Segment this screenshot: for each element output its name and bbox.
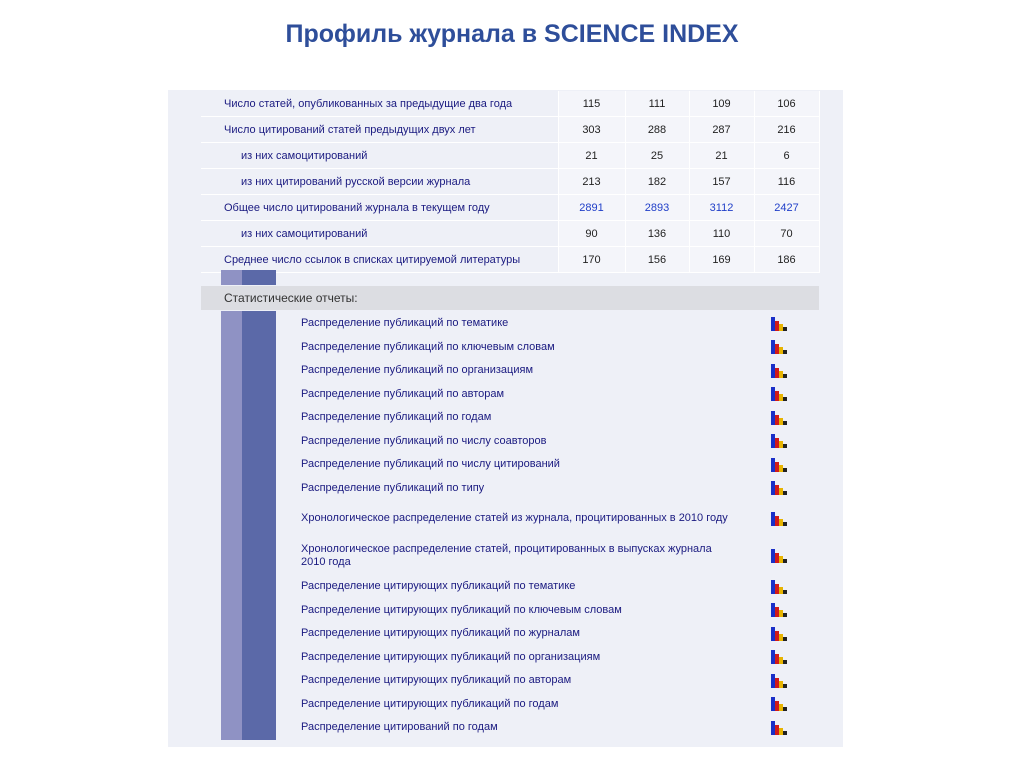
report-item xyxy=(276,500,819,538)
stats-value: 2893 xyxy=(625,195,689,221)
bar-chart-icon[interactable] xyxy=(771,340,787,354)
stats-value: 216 xyxy=(754,117,819,143)
stats-value: 3112 xyxy=(689,195,754,221)
report-link[interactable]: Распределение цитирующих публикаций по журналам xyxy=(301,627,580,640)
report-link[interactable]: Распределение публикаций по ключевым словам xyxy=(301,340,555,353)
icon-bar xyxy=(783,397,787,401)
bar-chart-icon[interactable] xyxy=(771,697,787,711)
report-item xyxy=(276,599,819,623)
report-link[interactable]: Распределение публикаций по авторам xyxy=(301,387,505,400)
section-header xyxy=(201,286,819,310)
report-link[interactable]: Хронологическое распределение статей из журнала, процитированных в 2010 году xyxy=(301,512,728,525)
stats-value: 156 xyxy=(625,247,689,273)
bar-chart-icon[interactable] xyxy=(771,411,787,425)
icon-bar xyxy=(783,350,787,354)
icon-bar xyxy=(783,637,787,641)
stats-value: 21 xyxy=(558,143,625,169)
report-item xyxy=(276,336,819,360)
icon-bar xyxy=(783,613,787,617)
stats-value: 110 xyxy=(689,221,754,247)
stats-value: 21 xyxy=(689,143,754,169)
icon-bar xyxy=(783,559,787,563)
report-item xyxy=(276,312,819,336)
report-item xyxy=(276,575,819,599)
report-link[interactable]: Распределение публикаций по годам xyxy=(301,411,492,424)
bar-chart-icon[interactable] xyxy=(771,721,787,735)
icon-bar xyxy=(783,444,787,448)
stats-value: 109 xyxy=(689,91,754,117)
journal-stats-table xyxy=(201,91,820,273)
stats-value: 287 xyxy=(689,117,754,143)
icon-bar xyxy=(783,468,787,472)
stats-value: 213 xyxy=(558,169,625,195)
bar-chart-icon[interactable] xyxy=(771,387,787,401)
stats-value: 182 xyxy=(625,169,689,195)
icon-bar xyxy=(783,491,787,495)
stats-value: 111 xyxy=(625,91,689,117)
bar-chart-icon[interactable] xyxy=(771,674,787,688)
decor-bar-dark xyxy=(242,311,276,740)
stats-value: 116 xyxy=(754,169,819,195)
decor-bar-light-top xyxy=(221,270,242,285)
bar-chart-icon[interactable] xyxy=(771,512,787,526)
statistical-reports-list xyxy=(276,312,819,740)
stats-row xyxy=(201,169,819,195)
report-item xyxy=(276,669,819,693)
stats-value: 136 xyxy=(625,221,689,247)
stats-row-label: Число статей, опубликованных за предыдущие два года xyxy=(201,91,558,117)
bar-chart-icon[interactable] xyxy=(771,580,787,594)
report-item xyxy=(276,453,819,477)
report-item xyxy=(276,383,819,407)
report-item xyxy=(276,359,819,383)
stats-row xyxy=(201,143,819,169)
icon-bar xyxy=(783,327,787,331)
stats-value: 90 xyxy=(558,221,625,247)
report-item xyxy=(276,716,819,740)
icon-bar xyxy=(783,707,787,711)
report-link[interactable]: Распределение цитирований по годам xyxy=(301,721,498,734)
report-item xyxy=(276,477,819,501)
report-link[interactable]: Распределение цитирующих публикаций по годам xyxy=(301,697,559,710)
icon-bar xyxy=(783,684,787,688)
bar-chart-icon[interactable] xyxy=(771,458,787,472)
stats-value: 2427 xyxy=(754,195,819,221)
report-item xyxy=(276,693,819,717)
page-title: Профиль журнала в SCIENCE INDEX xyxy=(285,20,739,48)
bar-chart-icon[interactable] xyxy=(771,434,787,448)
stats-row-label: из них цитирований русской версии журнала xyxy=(201,169,558,195)
stats-value: 106 xyxy=(754,91,819,117)
stats-value: 2891 xyxy=(558,195,625,221)
stats-row-label: Число цитирований статей предыдущих двух лет xyxy=(201,117,558,143)
report-link[interactable]: Распределение публикаций по типу xyxy=(301,481,485,494)
report-link[interactable]: Распределение публикаций по числу соавторов xyxy=(301,434,547,447)
report-link[interactable]: Распределение цитирующих публикаций по ключевым словам xyxy=(301,603,622,616)
report-item xyxy=(276,646,819,670)
stats-row-label: из них самоцитирований xyxy=(201,221,558,247)
report-link[interactable]: Хронологическое распределение статей, процитированных в выпусках журнала 2010 года xyxy=(301,543,712,569)
bar-chart-icon[interactable] xyxy=(771,481,787,495)
stats-value: 303 xyxy=(558,117,625,143)
bar-chart-icon[interactable] xyxy=(771,549,787,563)
icon-bar xyxy=(783,421,787,425)
stats-value: 70 xyxy=(754,221,819,247)
stats-row-label: из них самоцитирований xyxy=(201,143,558,169)
stats-row-label: Среднее число ссылок в списках цитируемой литературы xyxy=(201,247,558,273)
bar-chart-icon[interactable] xyxy=(771,364,787,378)
icon-bar xyxy=(783,660,787,664)
report-item xyxy=(276,538,819,576)
stats-value: 170 xyxy=(558,247,625,273)
stats-row xyxy=(201,91,819,117)
stats-value: 115 xyxy=(558,91,625,117)
section-title: Статистические отчеты: xyxy=(224,291,358,305)
report-item xyxy=(276,406,819,430)
decor-bar-dark-top xyxy=(242,270,276,285)
stats-value: 186 xyxy=(754,247,819,273)
stats-value: 6 xyxy=(754,143,819,169)
decor-bar-light xyxy=(221,311,242,740)
stats-row xyxy=(201,221,819,247)
stats-value: 157 xyxy=(689,169,754,195)
stats-row xyxy=(201,195,819,221)
bar-chart-icon[interactable] xyxy=(771,627,787,641)
stats-row xyxy=(201,247,819,273)
report-link[interactable]: Распределение публикаций по числу цитирований xyxy=(301,458,560,471)
stats-value: 288 xyxy=(625,117,689,143)
icon-bar xyxy=(783,590,787,594)
stats-row-label: Общее число цитирований журнала в текущем году xyxy=(201,195,558,221)
report-link[interactable]: Распределение цитирующих публикаций по авторам xyxy=(301,674,572,687)
bar-chart-icon[interactable] xyxy=(771,650,787,664)
icon-bar xyxy=(783,731,787,735)
bar-chart-icon[interactable] xyxy=(771,603,787,617)
report-item xyxy=(276,430,819,454)
report-link[interactable]: Распределение публикаций по тематике xyxy=(301,317,509,330)
report-link[interactable]: Распределение цитирующих публикаций по тематике xyxy=(301,580,576,593)
report-link[interactable]: Распределение цитирующих публикаций по организациям xyxy=(301,650,601,663)
stats-value: 25 xyxy=(625,143,689,169)
report-link[interactable]: Распределение публикаций по организациям xyxy=(301,364,534,377)
report-item xyxy=(276,622,819,646)
icon-bar xyxy=(783,522,787,526)
stats-row xyxy=(201,117,819,143)
bar-chart-icon[interactable] xyxy=(771,317,787,331)
stats-value: 169 xyxy=(689,247,754,273)
icon-bar xyxy=(783,374,787,378)
